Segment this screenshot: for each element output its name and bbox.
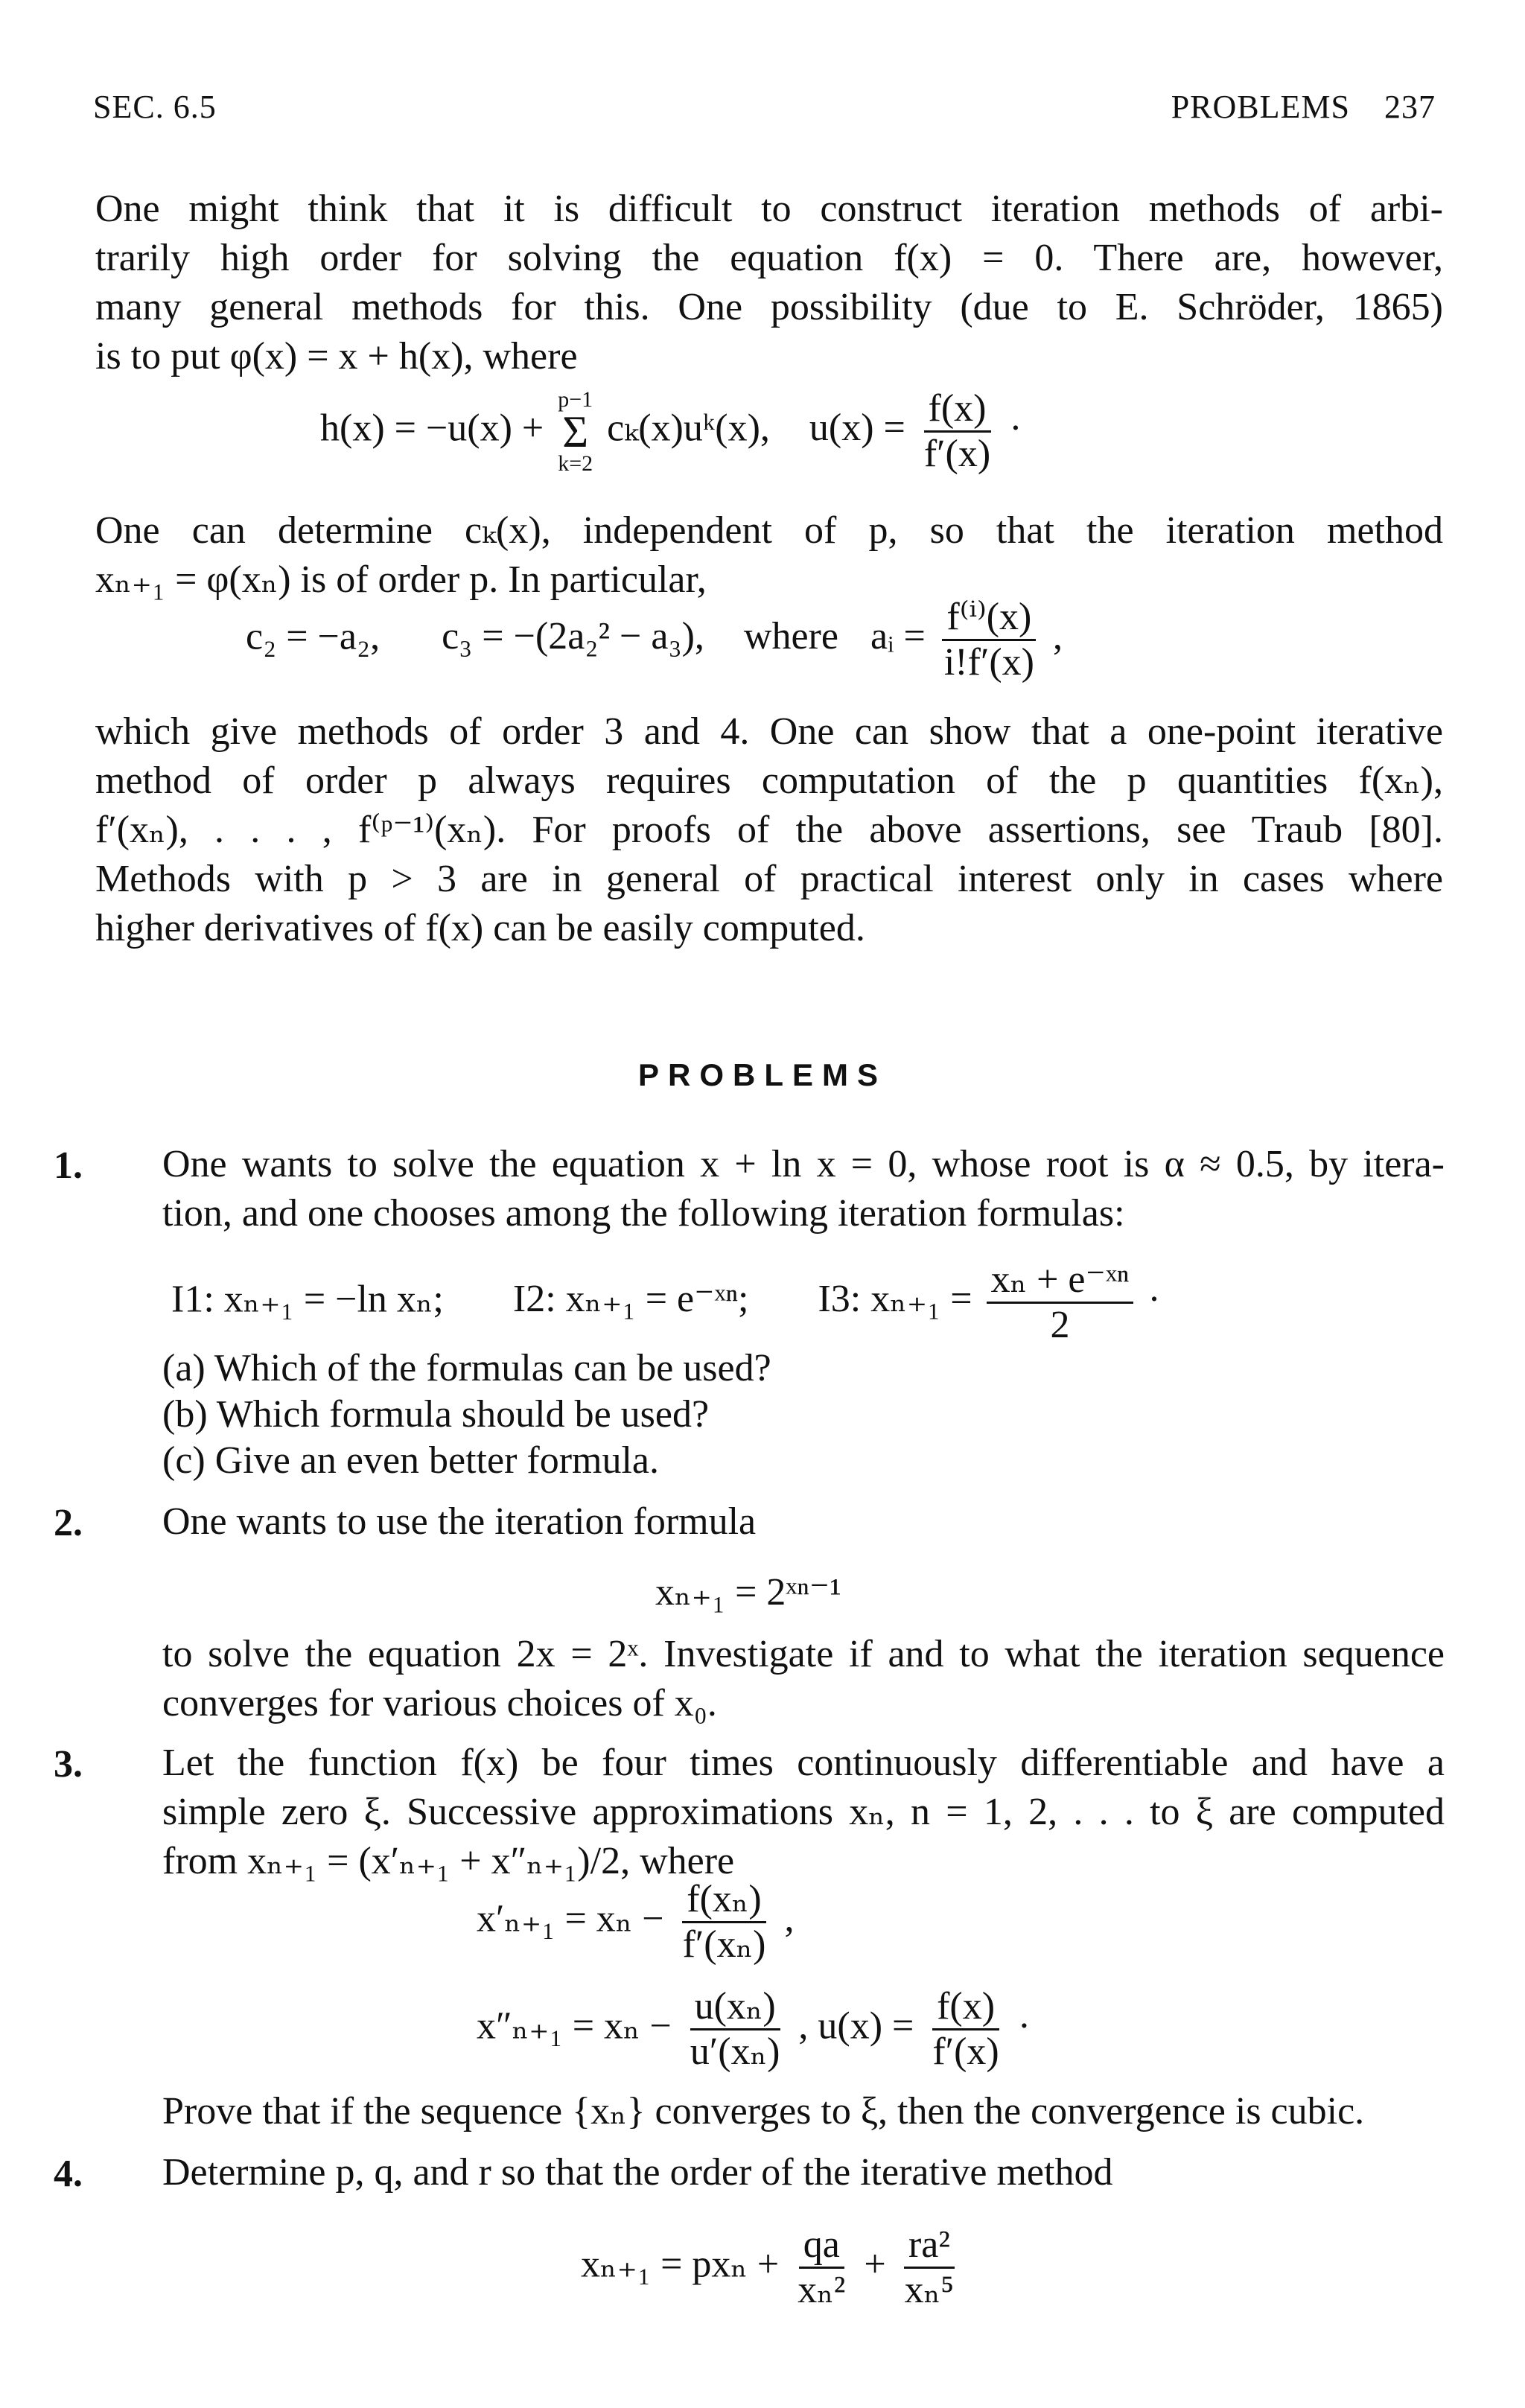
sum-upper-limit: p−1 — [558, 386, 593, 412]
plus-sign: + — [864, 2243, 886, 2286]
intro-line: is to put φ(x) = x + h(x), where — [95, 335, 578, 378]
fraction-numerator: f(xₙ) — [682, 1878, 765, 1923]
fraction-denominator: i!f′(x) — [943, 641, 1034, 684]
problem-3-equation-b — [477, 1985, 1031, 2074]
fraction-eq-b — [686, 1985, 785, 2074]
fraction-denominator: f′(xₙ) — [682, 1923, 766, 1966]
eq-b-lhs: x″ₙ₊₁ = xₙ − — [477, 2004, 672, 2048]
paragraph-order — [95, 506, 1443, 605]
equation-coefficients — [246, 596, 1063, 684]
fraction-qa — [793, 2223, 850, 2312]
problem-number: 2. — [54, 1502, 83, 1544]
running-header-right — [1171, 88, 1436, 126]
eq1-end: · — [1009, 407, 1022, 450]
formula-end: · — [1147, 1278, 1161, 1321]
paragraph-line: higher derivatives of f(x) can be easily computed. — [95, 907, 865, 949]
problem-part: (b) Which formula should be used? — [162, 1393, 710, 1436]
problem-line: simple zero ξ. Successive approximations xₙ, n = 1, 2, . . . to ξ are computed — [162, 1791, 1445, 1833]
eq2-c3: c₃ = −(2a₂² − a₃), — [442, 615, 704, 658]
problem-1-formulas — [171, 1258, 1161, 1347]
formula-lhs: xₙ₊₁ = pxₙ + — [581, 2243, 780, 2286]
problem-4-formula — [581, 2223, 963, 2312]
paragraph-line: One can determine cₖ(x), independent of p, so that the iteration method — [95, 509, 1443, 552]
fraction-denominator: f′(x) — [923, 433, 991, 475]
problem-number: 1. — [54, 1144, 83, 1187]
fraction-denominator: f′(x) — [932, 2030, 999, 2073]
fraction-eq-b-u — [928, 1985, 1003, 2074]
problem-1-text — [162, 1141, 1445, 1239]
intro-line: trarily high order for solving the equation f(x) = 0. There are, however, — [95, 237, 1443, 279]
problem-line: converges for various choices of x₀. — [162, 1682, 717, 1724]
intro-line: many general methods for this. One possibility (due to E. Schröder, 1865) — [95, 286, 1443, 328]
fraction-denominator: xₙ⁵ — [904, 2269, 955, 2311]
fraction-numerator: f⁽ⁱ⁾(x) — [942, 596, 1036, 641]
problem-2-intro: One wants to use the iteration formula — [162, 1500, 757, 1543]
fraction-numerator: xₙ + e⁻ˣⁿ — [987, 1258, 1134, 1304]
formula-i1: I1: xₙ₊₁ = −ln xₙ; — [171, 1278, 444, 1321]
problem-line: to solve the equation 2x = 2ˣ. Investigate if and to what the iteration sequence — [162, 1633, 1445, 1675]
fraction-numerator: ra² — [904, 2223, 955, 2269]
problems-heading: PROBLEMS — [637, 1057, 887, 1092]
paragraph-line: method of order p always requires computation of the p quantities f(xₙ), — [95, 759, 1443, 802]
fraction-numerator: f(x) — [924, 387, 991, 433]
intro-paragraph — [95, 185, 1443, 381]
eq2-end: , — [1052, 615, 1063, 658]
problem-3-conclusion: Prove that if the sequence {xₙ} converges to ξ, then the convergence is cubic. — [162, 2090, 1365, 2133]
problem-line: tion, and one chooses among the following iteration formulas: — [162, 1192, 1125, 1235]
fraction-denominator: xₙ² — [797, 2269, 846, 2311]
problem-2-text — [162, 1631, 1445, 1729]
problem-part: (a) Which of the formulas can be used? — [162, 1347, 771, 1389]
eq1-u-lhs: u(x) = — [809, 407, 905, 450]
problem-line: Let the function f(x) be four times continuously differentiable and have a — [162, 1742, 1445, 1784]
paragraph-line: which give methods of order 3 and 4. One can show that a one-point iterative — [95, 710, 1443, 753]
eq2-where: where — [743, 615, 838, 658]
eq-b-mid: , u(x) = — [798, 2004, 914, 2048]
equation-h-definition — [320, 387, 1022, 476]
problem-line: One wants to solve the equation x + ln x = 0, whose root is α ≈ 0.5, by itera- — [162, 1143, 1445, 1185]
sigma-glyph: Σ — [562, 407, 589, 456]
fraction-numerator: u(xₙ) — [690, 1985, 780, 2030]
problem-4-intro: Determine p, q, and r so that the order of the iterative method — [162, 2151, 1113, 2194]
fraction-numerator: qa — [799, 2223, 844, 2269]
sum-lower-limit: k=2 — [558, 450, 593, 476]
running-header-section: SEC. 6.5 — [93, 89, 217, 125]
eq-a-lhs: x′ₙ₊₁ = xₙ − — [477, 1897, 664, 1940]
problem-3-equation-a — [477, 1878, 794, 1966]
paragraph-line: f′(xₙ), . . . , f⁽ᵖ⁻¹⁾(xₙ). For proofs of the above assertions, see Traub [80]. — [95, 809, 1443, 851]
problem-number: 3. — [54, 1743, 83, 1786]
problem-number: 4. — [54, 2153, 83, 2195]
problem-3-text — [162, 1739, 1445, 1887]
fraction-denominator: 2 — [1050, 1304, 1070, 1346]
fraction-ai — [940, 596, 1039, 684]
formula-i3-lhs: I3: xₙ₊₁ = — [818, 1278, 972, 1321]
eq2-ai-lhs: aᵢ = — [870, 615, 926, 658]
eq-a-end: , — [784, 1897, 795, 1940]
eq1-sum-body: cₖ(x)uᵏ(x), — [607, 407, 770, 450]
running-header-title: PROBLEMS — [1171, 89, 1350, 125]
problem-part: (c) Give an even better formula. — [162, 1439, 660, 1482]
eq-b-end: · — [1017, 2004, 1031, 2048]
page-number: 237 — [1384, 89, 1436, 125]
problem-line: from xₙ₊₁ = (x′ₙ₊₁ + x″ₙ₊₁)/2, where — [162, 1840, 735, 1882]
fraction-i3 — [987, 1258, 1134, 1347]
eq1-lhs: h(x) = −u(x) + — [320, 407, 544, 450]
fraction-numerator: f(x) — [932, 1985, 999, 2030]
paragraph-line: Methods with p > 3 are in general of practical interest only in cases where — [95, 858, 1443, 900]
fraction-f-over-fprime — [920, 387, 995, 476]
intro-line: One might think that it is difficult to construct iteration methods of arbi- — [95, 188, 1443, 230]
eq2-c2: c₂ = −a₂, — [246, 615, 381, 658]
summation-symbol — [558, 386, 593, 476]
problem-2-formula: xₙ₊₁ = 2ˣⁿ⁻¹ — [655, 1571, 841, 1614]
paragraph-line: xₙ₊₁ = φ(xₙ) is of order p. In particular, — [95, 558, 707, 601]
formula-i2: I2: xₙ₊₁ = e⁻ˣⁿ; — [512, 1278, 749, 1321]
fraction-denominator: u′(xₙ) — [690, 2030, 780, 2073]
fraction-eq-a — [678, 1878, 771, 1966]
fraction-ra2 — [900, 2223, 959, 2312]
paragraph-methods — [95, 707, 1443, 953]
